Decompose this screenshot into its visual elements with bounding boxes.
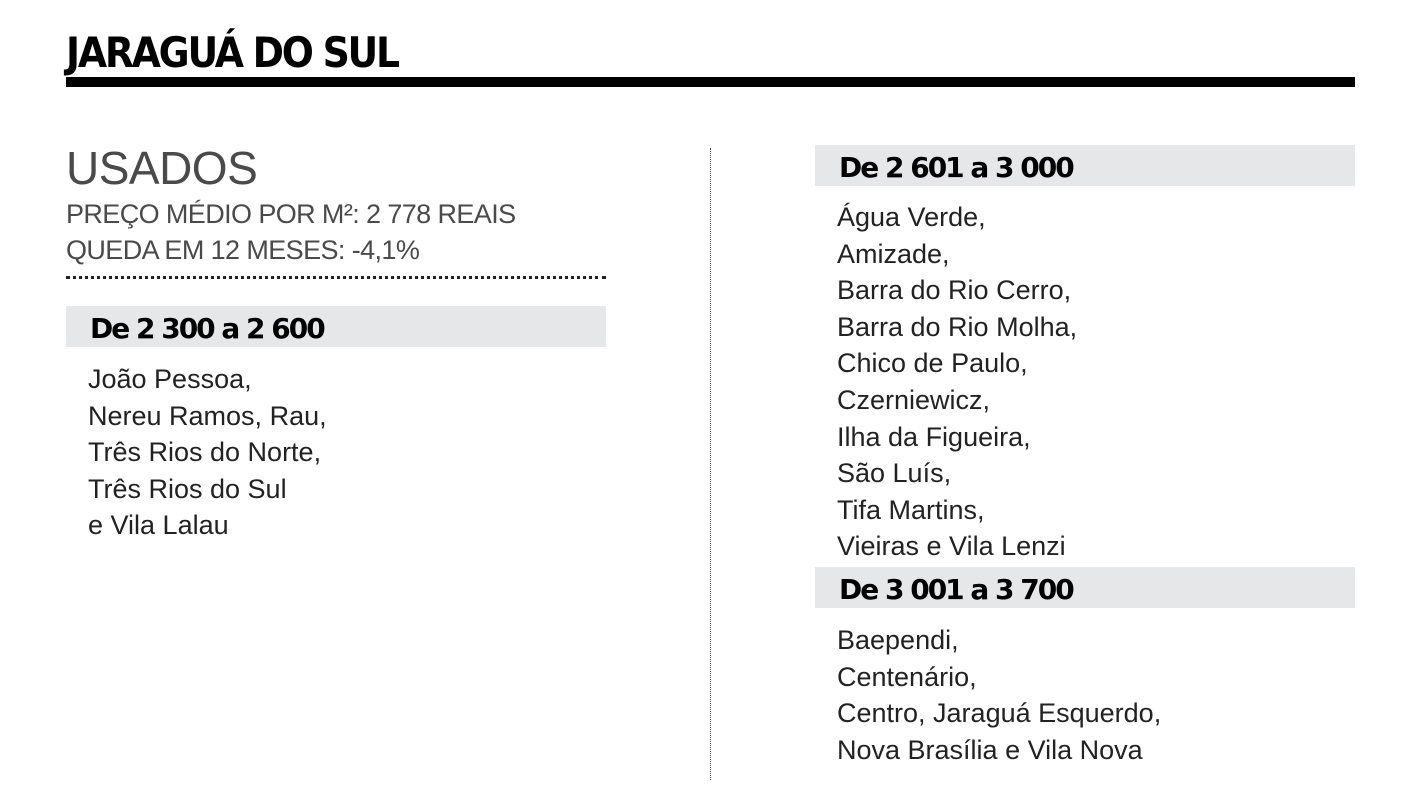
title-rule	[66, 77, 1355, 87]
neighborhood-line: Três Rios do Sul	[88, 473, 287, 504]
neighborhood-line: Três Rios do Norte,	[88, 437, 322, 468]
neighborhood-line: Barra do Rio Cerro,	[837, 275, 1072, 306]
page-title: JARAGUÁ DO SUL	[66, 28, 398, 77]
neighborhood-line: e Vila Lalau	[88, 510, 229, 541]
neighborhood-line: Tifa Martins,	[837, 494, 985, 525]
neighborhood-list	[815, 199, 1355, 565]
neighborhood-line: Chico de Paulo,	[837, 348, 1028, 379]
neighborhood-line: Ilha da Figueira,	[837, 421, 1031, 452]
neighborhood-line: Nova Brasília e Vila Nova	[837, 734, 1143, 765]
ranges-column	[815, 145, 1355, 768]
neighborhood-line: Centro, Jaraguá Esquerdo,	[837, 698, 1162, 729]
neighborhood-line: Centenário,	[837, 661, 977, 692]
price-drop-line: QUEDA EM 12 MESES: -4,1%	[66, 235, 420, 265]
range-block-1	[66, 306, 606, 544]
neighborhood-list	[66, 361, 606, 544]
neighborhood-line: Nereu Ramos, Rau,	[88, 400, 327, 431]
neighborhood-line: Barra do Rio Molha,	[837, 311, 1078, 342]
neighborhood-line: Czerniewicz,	[837, 384, 991, 415]
dotted-separator	[66, 276, 606, 279]
range-block-3	[815, 567, 1355, 768]
average-price-line: PREÇO MÉDIO POR M²: 2 778 REAIS	[66, 199, 516, 229]
summary-column	[66, 140, 606, 544]
range-header: De 2 300 a 2 600	[66, 306, 606, 347]
range-block-2	[815, 145, 1355, 565]
neighborhood-line: Vieiras e Vila Lenzi	[837, 531, 1066, 562]
section-title: USADOS	[66, 142, 258, 194]
range-header: De 2 601 a 3 000	[815, 145, 1355, 186]
range-header: De 3 001 a 3 700	[815, 567, 1355, 608]
neighborhood-line: São Luís,	[837, 458, 952, 489]
column-divider	[710, 148, 711, 780]
neighborhood-line: Água Verde,	[837, 202, 986, 232]
neighborhood-line: Baependi,	[837, 624, 959, 655]
neighborhood-line: João Pessoa,	[88, 364, 252, 394]
neighborhood-list	[815, 622, 1355, 768]
neighborhood-line: Amizade,	[837, 238, 950, 269]
